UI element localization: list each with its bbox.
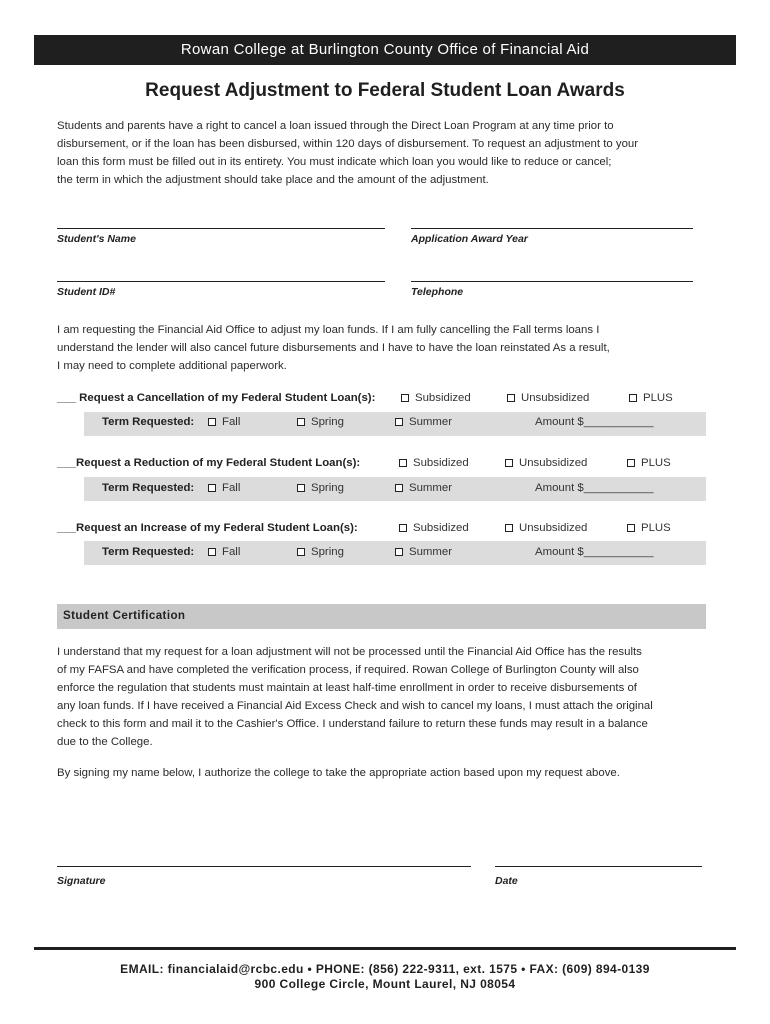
page-title: Request Adjustment to Federal Student Loan Awards xyxy=(145,80,625,101)
certification-line: due to the College. xyxy=(57,736,153,748)
date-field[interactable] xyxy=(495,866,702,867)
request-line: I may need to complete additional paperwork. xyxy=(57,360,287,372)
option-label: Summer xyxy=(409,482,453,494)
option-label: PLUS xyxy=(641,457,671,469)
reduction-request-label[interactable]: ___Request a Reduction of my Federal Student Loan(s): xyxy=(57,457,361,469)
checkbox[interactable] xyxy=(627,524,635,532)
option-label: Unsubsidized xyxy=(519,522,588,534)
checkbox[interactable] xyxy=(401,394,409,402)
option-label: PLUS xyxy=(643,392,673,404)
checkbox[interactable] xyxy=(208,418,216,426)
checkbox[interactable] xyxy=(395,548,403,556)
option-label: Fall xyxy=(222,416,241,428)
term-requested-label: Term Requested: xyxy=(102,546,195,558)
award-year-field[interactable] xyxy=(411,228,693,229)
option-label: Spring xyxy=(311,482,344,494)
cancel-amount-field[interactable]: Amount $___________ xyxy=(535,416,654,428)
reduce-amount-field[interactable]: Amount $___________ xyxy=(535,482,654,494)
signature-label: Signature xyxy=(57,875,106,887)
request-paragraph xyxy=(57,321,707,375)
option-label: Unsubsidized xyxy=(519,457,588,469)
signature-field[interactable] xyxy=(57,866,471,867)
checkbox[interactable] xyxy=(208,548,216,556)
checkbox[interactable] xyxy=(395,418,403,426)
increase-plus-option[interactable] xyxy=(627,522,671,534)
option-label: Subsidized xyxy=(413,522,469,534)
option-label: Subsidized xyxy=(413,457,469,469)
option-label: Summer xyxy=(409,416,453,428)
certification-line: of my FAFSA and have completed the verification process, if required. Rowan College of Burlington County will also xyxy=(57,664,639,676)
request-line: I am requesting the Financial Aid Office to adjust my loan funds. If I am fully cancelling the Fall terms loans I xyxy=(57,324,600,336)
increase-summer-option[interactable] xyxy=(395,546,452,558)
cancellation-request-label[interactable]: ___ Request a Cancellation of my Federal Student Loan(s): xyxy=(57,392,376,404)
award-year-label: Application Award Year xyxy=(411,233,528,245)
checkbox[interactable] xyxy=(399,524,407,532)
mailing-address: 900 College Circle, Mount Laurel, NJ 08054 xyxy=(254,977,516,991)
contact-info: EMAIL: financialaid@rcbc.edu • PHONE: (856) 222-9311, ext. 1575 • FAX: (609) 894-0139 xyxy=(120,962,650,976)
certification-title: Student Certification xyxy=(63,609,186,622)
date-label: Date xyxy=(495,875,518,887)
reduce-subsidized-option[interactable] xyxy=(399,457,469,469)
option-label: Subsidized xyxy=(415,392,471,404)
intro-line: the term in which the adjustment should take place and the amount of the adjustment. xyxy=(57,174,489,186)
certification-line: any loan funds. If I have received a Financial Aid Excess Check and wish to cancel my loans, I must attach the original xyxy=(57,700,653,712)
option-label: Spring xyxy=(311,546,344,558)
term-requested-label: Term Requested: xyxy=(102,482,195,494)
increase-subsidized-option[interactable] xyxy=(399,522,469,534)
authorize-statement: By signing my name below, I authorize the college to take the appropriate action based upon my request above. xyxy=(57,767,620,779)
cancel-unsubsidized-option[interactable] xyxy=(507,392,589,404)
intro-line: Students and parents have a right to cancel a loan issued through the Direct Loan Program at any time prior to xyxy=(57,120,614,132)
option-label: Unsubsidized xyxy=(521,392,590,404)
cancel-spring-option[interactable] xyxy=(297,416,344,428)
increase-amount-field[interactable]: Amount $___________ xyxy=(535,546,654,558)
checkbox[interactable] xyxy=(208,484,216,492)
request-line: understand the lender will also cancel future disbursements and I have to have the loan reinstated As a result, xyxy=(57,342,610,354)
student-name-label: Student's Name xyxy=(57,233,136,245)
student-name-field[interactable] xyxy=(57,228,385,229)
checkbox[interactable] xyxy=(505,459,513,467)
certification-line: check to this form and mail it to the Cashier's Office. I understand failure to return these funds may result in a balance xyxy=(57,718,648,730)
certification-line: enforce the regulation that students must maintain at least half-time enrollment in order to receive disbursements of xyxy=(57,682,637,694)
telephone-field[interactable] xyxy=(411,281,693,282)
intro-paragraph xyxy=(57,117,707,189)
checkbox[interactable] xyxy=(297,418,305,426)
checkbox[interactable] xyxy=(395,484,403,492)
office-banner: Rowan College at Burlington County Office of Financial Aid xyxy=(34,35,736,65)
checkbox[interactable] xyxy=(297,484,305,492)
intro-line: loan this form must be filled out in its entirety. You must indicate which loan you would like to reduce or cancel; xyxy=(57,156,612,168)
option-label: Spring xyxy=(311,416,344,428)
student-id-label: Student ID# xyxy=(57,286,116,298)
increase-fall-option[interactable] xyxy=(208,546,240,558)
cancel-fall-option[interactable] xyxy=(208,416,240,428)
checkbox[interactable] xyxy=(629,394,637,402)
term-requested-label: Term Requested: xyxy=(102,416,195,428)
footer-divider xyxy=(34,947,736,950)
student-id-field[interactable] xyxy=(57,281,385,282)
telephone-label: Telephone xyxy=(411,286,464,298)
intro-line: disbursement, or if the loan has been disbursed, within 120 days of disbursement. To request an adjustment to your xyxy=(57,138,639,150)
option-label: Fall xyxy=(222,546,241,558)
reduce-unsubsidized-option[interactable] xyxy=(505,457,587,469)
checkbox[interactable] xyxy=(507,394,515,402)
checkbox[interactable] xyxy=(627,459,635,467)
reduce-summer-option[interactable] xyxy=(395,482,452,494)
increase-unsubsidized-option[interactable] xyxy=(505,522,587,534)
option-label: Summer xyxy=(409,546,453,558)
certification-line: I understand that my request for a loan adjustment will not be processed until the Financial Aid Office has the results xyxy=(57,646,642,658)
checkbox[interactable] xyxy=(399,459,407,467)
checkbox[interactable] xyxy=(505,524,513,532)
reduce-spring-option[interactable] xyxy=(297,482,344,494)
reduce-fall-option[interactable] xyxy=(208,482,240,494)
cancel-summer-option[interactable] xyxy=(395,416,452,428)
option-label: PLUS xyxy=(641,522,671,534)
certification-paragraph xyxy=(57,643,707,751)
increase-spring-option[interactable] xyxy=(297,546,344,558)
cancel-subsidized-option[interactable] xyxy=(401,392,471,404)
option-label: Fall xyxy=(222,482,241,494)
cancel-plus-option[interactable] xyxy=(629,392,673,404)
checkbox[interactable] xyxy=(297,548,305,556)
increase-request-label[interactable]: ___Request an Increase of my Federal Student Loan(s): xyxy=(57,522,358,534)
reduce-plus-option[interactable] xyxy=(627,457,671,469)
